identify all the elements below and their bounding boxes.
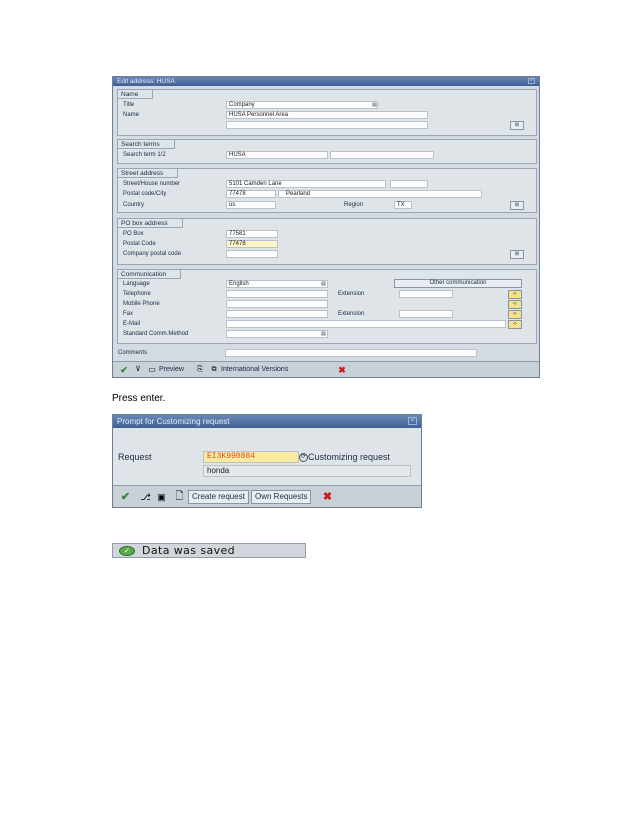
search-term-2-field[interactable] bbox=[330, 151, 434, 159]
street-label: Street/House number bbox=[123, 181, 181, 187]
check-icon[interactable]: ✔ bbox=[120, 491, 131, 503]
international-versions-button[interactable]: International Versions bbox=[221, 366, 289, 373]
search-term-value: HUSA bbox=[229, 152, 246, 158]
po-box-value: 77581 bbox=[229, 231, 246, 237]
arrow-right-icon[interactable]: ➪ bbox=[508, 290, 522, 299]
country-label: Country bbox=[123, 202, 145, 208]
street-field[interactable] bbox=[226, 180, 386, 188]
postal-code-field[interactable] bbox=[226, 190, 276, 198]
country-field[interactable] bbox=[226, 201, 276, 209]
search-terms-group bbox=[117, 139, 537, 164]
name-value: HUSA Personnel Area bbox=[229, 112, 289, 118]
check-icon[interactable]: ✔ bbox=[120, 365, 128, 375]
create-request-button[interactable]: Create request bbox=[188, 490, 249, 504]
region-value: TX bbox=[397, 202, 405, 208]
request-type-label: Customizing request bbox=[308, 452, 391, 462]
status-message: Data was saved bbox=[142, 544, 236, 557]
title-dropdown[interactable] bbox=[226, 101, 378, 109]
group-heading: Communication bbox=[118, 270, 181, 279]
region-label: Region bbox=[344, 202, 364, 208]
country-value: us bbox=[229, 202, 236, 208]
telephone-extension-field[interactable] bbox=[399, 290, 453, 298]
group-heading: Search terms bbox=[118, 140, 175, 149]
group-heading: PO box address bbox=[118, 219, 183, 228]
email-field[interactable] bbox=[226, 320, 506, 328]
city-field[interactable] bbox=[278, 190, 482, 198]
name-2-field[interactable] bbox=[226, 121, 428, 129]
mobile-phone-field[interactable] bbox=[226, 300, 328, 308]
arrow-right-icon[interactable]: ➪ bbox=[508, 320, 522, 329]
name-field[interactable] bbox=[226, 111, 428, 119]
status-bar bbox=[112, 543, 306, 558]
title-value: Company bbox=[229, 102, 255, 108]
request-label: Request bbox=[118, 452, 152, 462]
name-group bbox=[117, 89, 537, 136]
copy-icon[interactable]: ⎘ bbox=[197, 366, 203, 373]
dialog-title: Edit address: HUSA bbox=[117, 78, 175, 85]
language-label: Language bbox=[123, 281, 150, 287]
comments-field[interactable] bbox=[225, 349, 477, 357]
mobile-phone-label: Mobile Phone bbox=[123, 301, 160, 307]
dialog-title: Prompt for Customizing request bbox=[117, 417, 230, 426]
dialog-titlebar bbox=[113, 77, 539, 86]
preview-button[interactable]: Preview bbox=[159, 366, 184, 373]
extension-label: Extension bbox=[338, 291, 365, 297]
house-number-field[interactable] bbox=[390, 180, 428, 188]
request-field[interactable] bbox=[203, 451, 299, 463]
own-requests-button[interactable]: Own Requests bbox=[251, 490, 311, 504]
search-term-1-field[interactable] bbox=[226, 151, 328, 159]
new-document-icon[interactable]: 🗋 bbox=[175, 491, 184, 502]
success-icon: ✓ bbox=[119, 546, 135, 556]
edit-address-dialog bbox=[112, 76, 540, 378]
city-value: Pearland bbox=[286, 191, 311, 197]
po-box-group bbox=[117, 218, 537, 265]
request-type-icon: ⟳ bbox=[300, 454, 307, 461]
language-value: English bbox=[229, 281, 249, 287]
communication-group bbox=[117, 269, 537, 344]
telephone-field[interactable] bbox=[226, 290, 328, 298]
request-type bbox=[299, 452, 390, 463]
standard-comm-dropdown[interactable] bbox=[226, 330, 328, 338]
save-icon[interactable]: ▣ bbox=[157, 492, 166, 502]
language-dropdown[interactable] bbox=[226, 280, 328, 288]
more-fields-icon[interactable]: ⊞ bbox=[510, 121, 524, 130]
close-icon[interactable]: × bbox=[528, 78, 535, 84]
close-icon[interactable]: × bbox=[408, 417, 417, 425]
group-heading: Street address bbox=[118, 169, 178, 178]
dialog-titlebar bbox=[113, 415, 421, 428]
request-value: EI3K990884 bbox=[207, 452, 256, 461]
preview-icon[interactable]: ▭ bbox=[148, 365, 156, 374]
street-value: 5101 Camden Lane bbox=[229, 181, 282, 187]
other-communication-button[interactable]: Other communication bbox=[394, 279, 522, 288]
customizing-request-dialog bbox=[112, 414, 422, 508]
po-box-label: PO Box bbox=[123, 231, 144, 237]
po-postal-code-field[interactable] bbox=[226, 240, 278, 248]
title-label: Title bbox=[123, 102, 135, 108]
fax-extension-field[interactable] bbox=[399, 310, 453, 318]
telephone-label: Telephone bbox=[123, 291, 151, 297]
fax-field[interactable] bbox=[226, 310, 328, 318]
fax-label: Fax bbox=[123, 311, 134, 317]
edit-address-toolbar bbox=[113, 361, 539, 377]
choose-icon[interactable]: ⎇ bbox=[140, 492, 151, 502]
po-postal-code-value: 77478 bbox=[229, 241, 246, 247]
company-postal-code-field[interactable] bbox=[226, 250, 278, 258]
request-description-value: honda bbox=[207, 466, 230, 475]
dropdown-icon[interactable]: ▤ bbox=[321, 331, 326, 337]
street-address-group bbox=[117, 168, 537, 213]
arrow-right-icon[interactable]: ➪ bbox=[508, 310, 522, 319]
po-postal-code-label: Postal Code bbox=[123, 241, 156, 247]
search-term-label: Search term 1/2 bbox=[123, 152, 166, 158]
po-box-field[interactable] bbox=[226, 230, 278, 238]
more-fields-icon[interactable]: ⊞ bbox=[510, 250, 524, 259]
dropdown-icon[interactable]: ▤ bbox=[372, 102, 377, 108]
cancel-icon[interactable]: ✖ bbox=[322, 491, 333, 503]
group-heading: Name bbox=[118, 90, 153, 99]
email-label: E-Mail bbox=[123, 321, 141, 327]
filter-icon[interactable]: ⊽ bbox=[135, 366, 141, 373]
versions-icon[interactable]: ⧉ bbox=[211, 366, 217, 373]
customizing-toolbar bbox=[113, 485, 421, 507]
company-postal-code-label: Company postal code bbox=[123, 251, 182, 257]
arrow-right-icon[interactable]: ➪ bbox=[508, 300, 522, 309]
instruction-text: Press enter. bbox=[112, 393, 166, 404]
postal-city-label: Postal code/City bbox=[123, 191, 167, 197]
dropdown-icon[interactable]: ▤ bbox=[321, 281, 326, 287]
more-fields-icon[interactable]: ⊞ bbox=[510, 201, 524, 210]
postal-code-value: 77478 bbox=[229, 191, 246, 197]
name-label: Name bbox=[123, 112, 140, 118]
request-description-field bbox=[203, 465, 411, 477]
standard-comm-label: Standard Comm.Method bbox=[123, 331, 189, 337]
fax-extension-label: Extension bbox=[338, 311, 365, 317]
region-field[interactable] bbox=[394, 201, 412, 209]
cancel-icon[interactable]: ✖ bbox=[338, 365, 346, 375]
comments-label: Comments bbox=[118, 350, 148, 356]
